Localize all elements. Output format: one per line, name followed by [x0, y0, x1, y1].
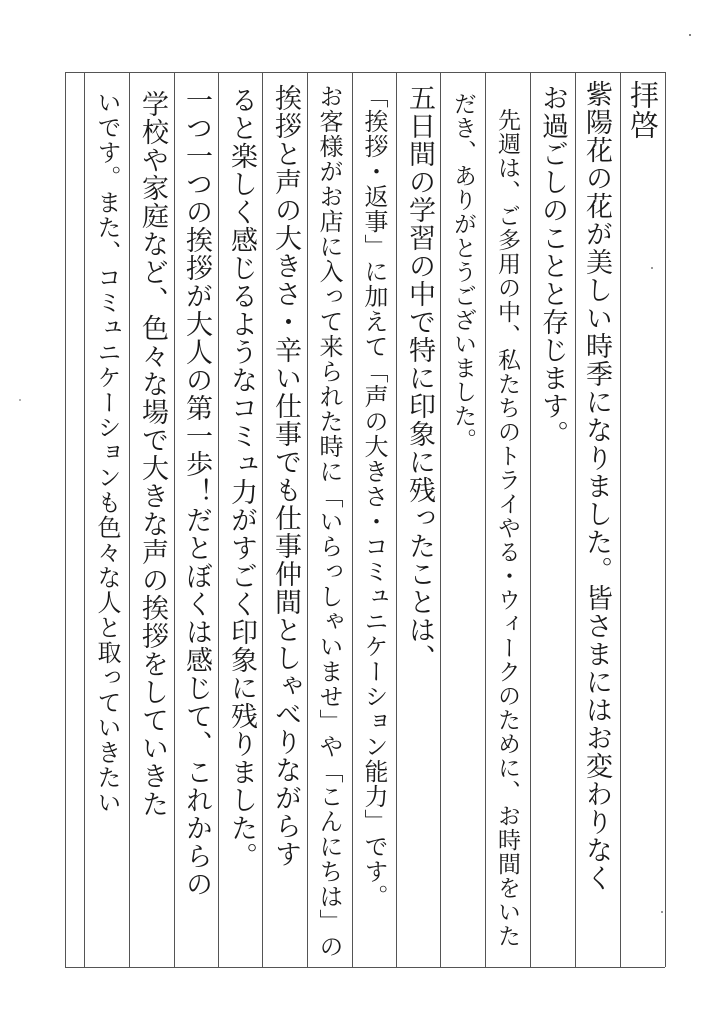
letter-line: だき、ありがとうございました。 [450, 92, 476, 452]
letter-line: 一つ一つの挨拶が大人の第一歩！だとぼくは感じて、これからの [181, 86, 212, 898]
letter-line: 学校や家庭など、色々な場で大きな声の挨拶をしていきた [137, 90, 168, 818]
letter-line: いです。また、コミュニケーションも色々な人と取っていきたい [93, 90, 121, 815]
letter-line: お客様がお店に入って来られた時に「いらっしゃいませ」や「こんにちは」の [315, 84, 343, 959]
letter-line: お過ごしのことと存じます。 [537, 84, 568, 448]
letter-line: 紫陽花の花が美しい時季になりました。皆さまにはお変わりなく [581, 80, 612, 892]
salutation: 拝啓 [626, 80, 660, 140]
ruled-line [65, 72, 66, 967]
letter-line: 先週は、ご多用の中、私たちのトライやる・ウィークのために、お時間をいた [494, 108, 520, 948]
letter-line: 「挨拶・返事」に加えて「声の大きさ・コミュニケーション能力」です。 [360, 84, 388, 909]
letter-line: 挨拶と声の大きさ・辛い仕事でも仕事仲間としゃべりながらす [270, 84, 301, 868]
letter-line: ると楽しく感じるようなコミュ力がすごく印象に残りました。 [226, 86, 257, 870]
letter-line: 五日間の学習の中で特に印象に残ったことは、 [404, 84, 435, 672]
